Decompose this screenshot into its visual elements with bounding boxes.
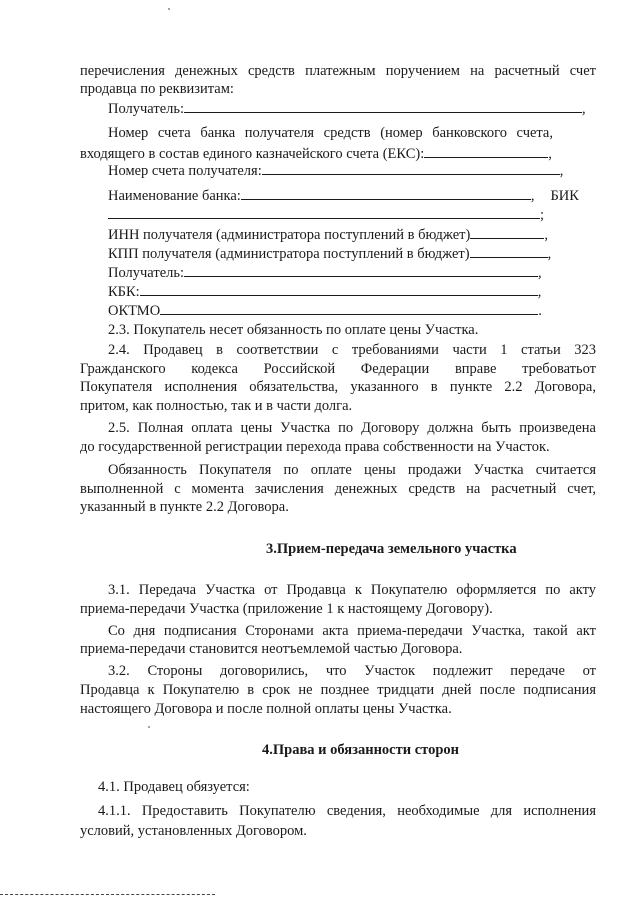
account-label-line-2: входящего в состав единого казначейского счета (ЕКС):: [80, 146, 425, 162]
recipient-account-blank: [262, 161, 560, 175]
account-comma: ,: [548, 146, 552, 162]
recipient-account-comma: ,: [559, 163, 564, 179]
recipient2-comma: ,: [538, 265, 542, 281]
clause-3-1b-line-2: приема-передачи становится неотъемлемой частью Договора.: [80, 641, 463, 657]
account-blank: [424, 144, 548, 158]
recipient2-label: Получатель:: [108, 265, 185, 281]
clause-4-1-1-line-2: условий, установленных Договором.: [80, 823, 307, 839]
kbk-comma: ,: [537, 284, 542, 300]
clause-2-5-line-1: 2.5. Полная оплата цены Участка по Договору должна быть произведена: [108, 420, 596, 436]
recipient2-blank: [184, 263, 538, 277]
recipient-field: [108, 99, 586, 118]
bik-label: БИК: [550, 188, 579, 204]
inn-blank: [470, 225, 544, 239]
bik-blank: [108, 205, 540, 219]
oktmo-period: .: [538, 303, 542, 319]
intro-line-1: перечисления денежных средств платежным поручением на расчетный счет: [80, 63, 596, 79]
clause-2-4-line-3: Покупателя исполнения обязательства, указанного в пункте 2.2 Договора,: [80, 379, 596, 395]
clause-3-2-line-1: 3.2. Стороны договорились, что Участок подлежит передаче от: [108, 663, 596, 679]
kbk-blank: [140, 282, 538, 296]
section-3-heading: 3.Прием-передача земельного участка: [266, 541, 517, 557]
oktmo-blank: [160, 301, 538, 315]
bik-field: [108, 205, 544, 224]
kbk-label: КБК:: [108, 284, 140, 300]
recipient-comma: ,: [582, 101, 586, 117]
clause-2-4-line-4: притом, как полностью, так и в части долга.: [80, 398, 353, 414]
clause-2-4-line-2: Гражданского кодекса Российской Федерации вправе требоватьот: [80, 361, 596, 377]
kpp-comma: ,: [547, 246, 552, 262]
recipient-blank: [184, 99, 582, 113]
clause-2-5-line-2: до государственной регистрации перехода права собственности на Участок.: [80, 439, 550, 455]
scan-dot: [168, 8, 170, 10]
section-4-heading: 4.Права и обязанности сторон: [262, 742, 459, 758]
intro-line-2: продавца по реквизитам:: [80, 81, 234, 97]
recipient-label: Получатель:: [108, 101, 185, 117]
recipient-account-field: [108, 161, 563, 180]
clause-2-3: 2.3. Покупатель несет обязанность по оплате цены Участка.: [108, 322, 479, 338]
bank-name-field: [108, 186, 579, 205]
bank-name-blank: [241, 186, 531, 200]
clause-3-2-line-3: настоящего Договора и после полной оплаты цены Участка.: [80, 701, 452, 717]
recipient2-field: [108, 263, 542, 282]
kbk-field: [108, 282, 541, 301]
scan-dot: [148, 726, 150, 728]
obligation-line-2: выполненной с момента зачисления денежных средств на расчетный счет,: [80, 481, 596, 497]
bik-semicolon: ;: [540, 207, 545, 223]
oktmo-field: [108, 301, 542, 320]
kpp-blank: [470, 244, 548, 258]
clause-2-4-line-1: 2.4. Продавец в соответствии с требованиями части 1 статьи 323: [108, 342, 596, 358]
account-label-line-1: Номер счета банка получателя средств (номер банковского счета,: [108, 125, 553, 141]
kpp-field: [108, 244, 551, 263]
inn-field: [108, 225, 548, 244]
inn-label: ИНН получателя (администратора поступлений в бюджет): [108, 227, 471, 243]
clause-4-1: 4.1. Продавец обязуется:: [98, 779, 250, 795]
oktmo-label: ОКТМО: [108, 303, 161, 319]
clause-3-1b-line-1: Со дня подписания Сторонами акта приема-передачи Участка, такой акт: [108, 623, 596, 639]
inn-comma: ,: [544, 227, 548, 243]
recipient-account-label: Номер счета получателя:: [108, 163, 262, 179]
kpp-label: КПП получателя (администратора поступлений в бюджет): [108, 246, 470, 262]
clause-3-2-line-2: Продавца к Покупателю в срок не позднее тридцати дней после подписания: [80, 682, 596, 698]
bank-name-comma: ,: [530, 188, 535, 204]
obligation-line-1: Обязанность Покупателя по оплате цены продажи Участка считается: [108, 462, 596, 478]
bank-name-label: Наименование банка:: [108, 188, 241, 204]
footer-rule: [0, 894, 215, 896]
clause-4-1-1-line-1: 4.1.1. Предоставить Покупателю сведения, необходимые для исполнения: [98, 803, 596, 819]
clause-3-1-line-1: 3.1. Передача Участка от Продавца к Покупателю оформляется по акту: [108, 582, 596, 598]
clause-3-1-line-2: приема-передачи Участка (приложение 1 к настоящему Договору).: [80, 601, 493, 617]
obligation-line-3: указанный в пункте 2.2 Договора.: [80, 499, 289, 515]
